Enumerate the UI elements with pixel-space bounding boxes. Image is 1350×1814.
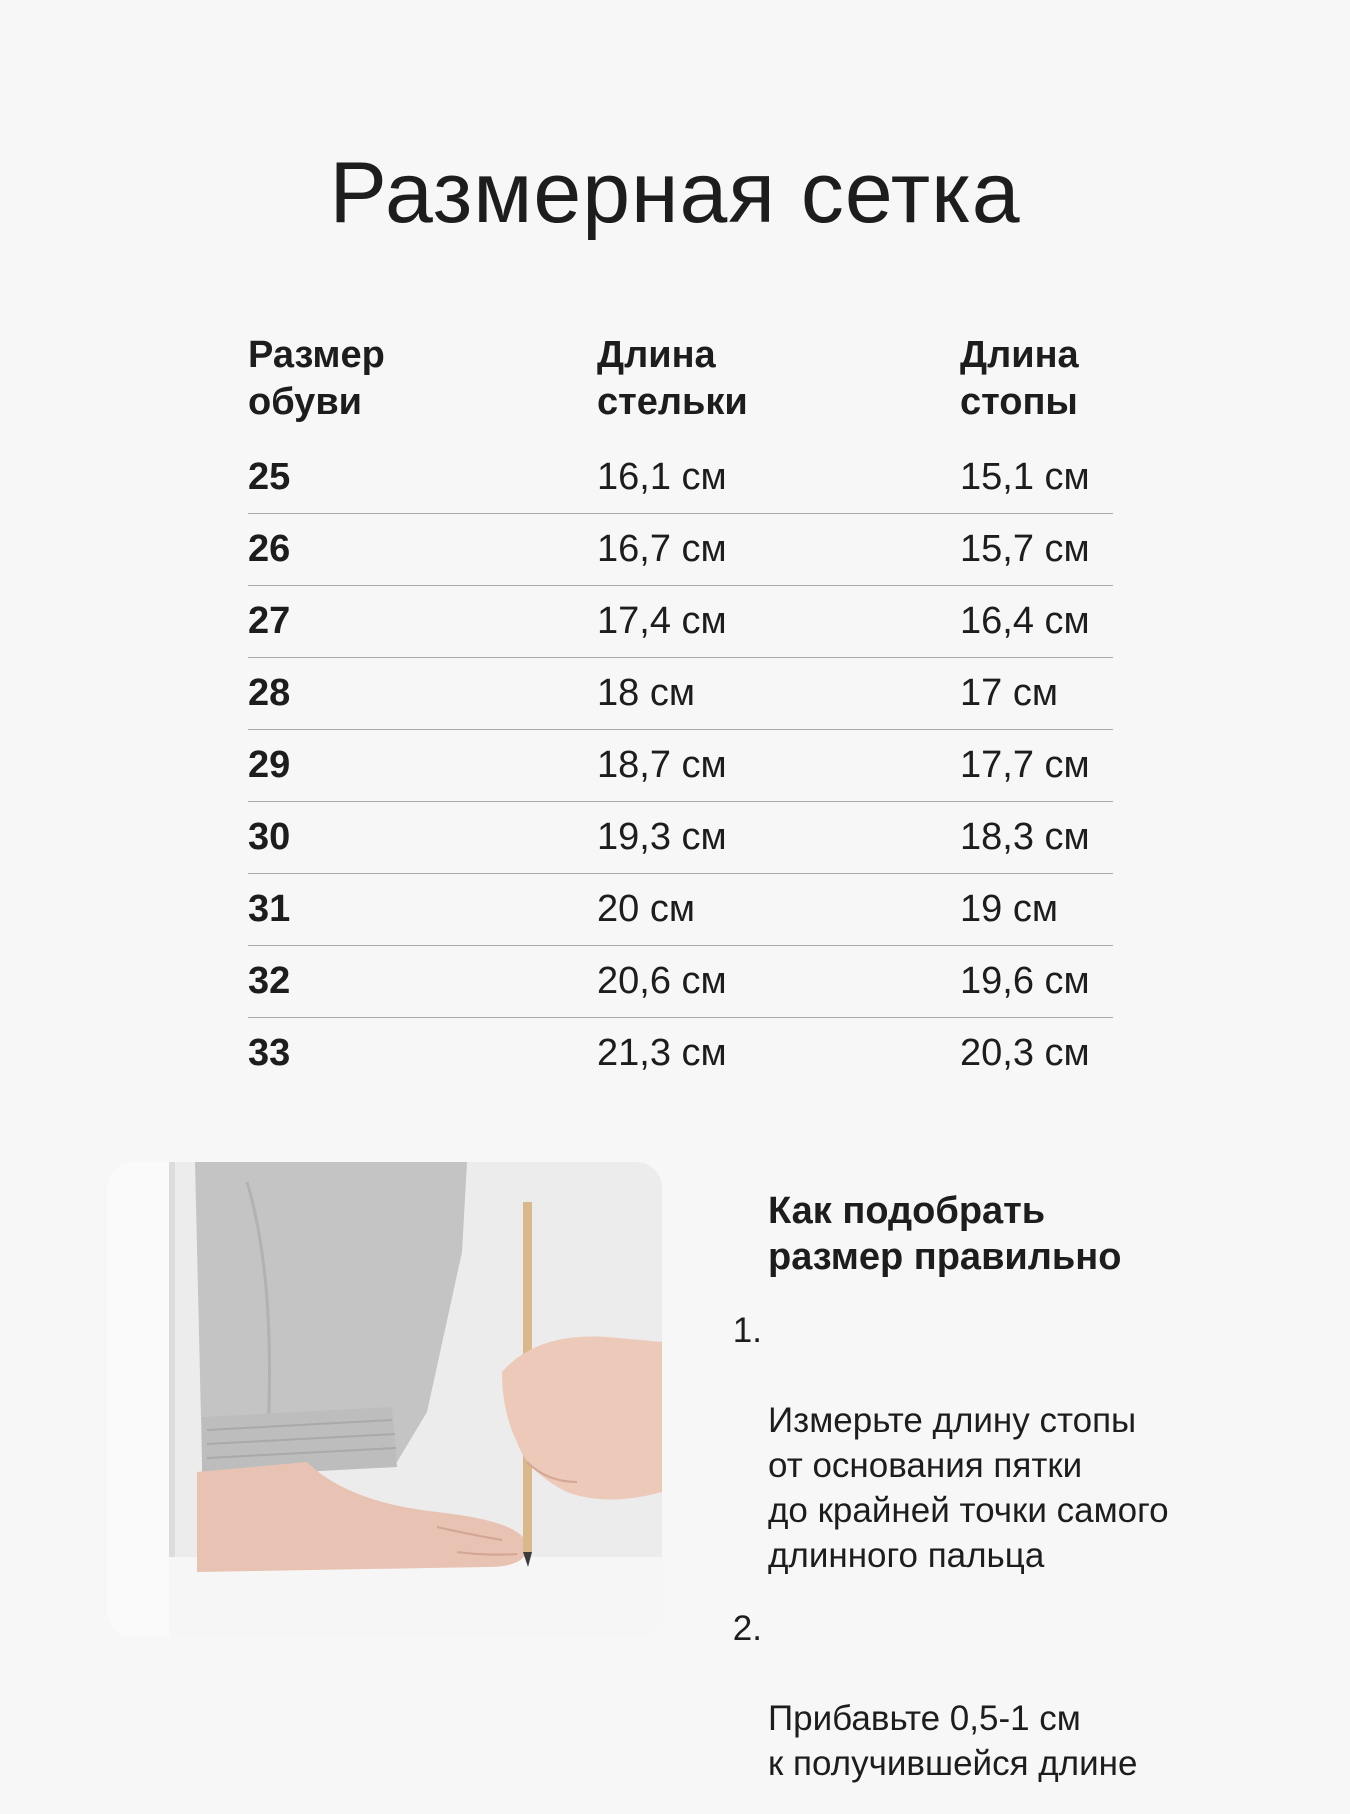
table-row: [248, 514, 1113, 586]
table-row: [248, 802, 1113, 874]
header-shoe-size: Размер обуви: [248, 334, 385, 423]
shoe-size-cell: 33: [248, 1032, 291, 1074]
instruction-step: [732, 1606, 1288, 1786]
shoe-size-cell: 31: [248, 888, 291, 930]
shoe-size-cell: 29: [248, 744, 291, 786]
foot-length-cell: 19,6 см: [960, 960, 1090, 1002]
header-foot-length: Длина стопы: [960, 334, 1079, 423]
step-number: 1.: [732, 1311, 762, 1350]
insole-length-cell: 17,4 см: [597, 600, 727, 642]
insole-length-cell: 16,1 см: [597, 456, 727, 498]
table-row: [248, 946, 1113, 1018]
table-row: [248, 658, 1113, 730]
size-table: [248, 332, 1113, 1089]
insole-length-cell: 20 см: [597, 888, 695, 930]
shoe-size-cell: 28: [248, 672, 291, 714]
foot-length-cell: 17,7 см: [960, 744, 1090, 786]
foot-length-cell: 17 см: [960, 672, 1058, 714]
insole-length-cell: 16,7 см: [597, 528, 727, 570]
insole-length-cell: 18,7 см: [597, 744, 727, 786]
foot-length-cell: 19 см: [960, 888, 1058, 930]
foot-length-cell: 16,4 см: [960, 600, 1090, 642]
shoe-size-cell: 30: [248, 816, 291, 858]
size-table-header: [248, 332, 1113, 442]
foot-length-cell: 15,1 см: [960, 456, 1090, 498]
instruction-list: [732, 1308, 1288, 1786]
step-text: Измерьте длину стопы от основания пятки до крайней точки самого длинного пальца: [768, 1401, 1169, 1575]
table-row: [248, 1018, 1113, 1089]
table-row: [248, 730, 1113, 802]
foot-length-cell: 20,3 см: [960, 1032, 1090, 1074]
table-row: [248, 586, 1113, 658]
shoe-size-cell: 32: [248, 960, 291, 1002]
header-insole-length: Длина стельки: [597, 334, 748, 423]
insole-length-cell: 18 см: [597, 672, 695, 714]
how-to-title: Как подобрать размер правильно: [768, 1190, 1122, 1278]
table-row: [248, 874, 1113, 946]
foot-length-cell: 18,3 см: [960, 816, 1090, 858]
instruction-step: [732, 1308, 1288, 1578]
page-title: Размерная сетка: [329, 145, 1021, 241]
step-text: Прибавьте 0,5-1 см к получившейся длине: [768, 1699, 1138, 1783]
foot-measuring-illustration: [107, 1162, 662, 1637]
foot-measuring-photo: [107, 1162, 662, 1637]
insole-length-cell: 19,3 см: [597, 816, 727, 858]
shoe-size-cell: 26: [248, 528, 291, 570]
step-number: 2.: [732, 1609, 762, 1648]
how-to-choose-size: [732, 1188, 1288, 1814]
insole-length-cell: 20,6 см: [597, 960, 727, 1002]
insole-length-cell: 21,3 см: [597, 1032, 727, 1074]
foot-length-cell: 15,7 см: [960, 528, 1090, 570]
size-table-body: [248, 442, 1113, 1089]
shoe-size-cell: 27: [248, 600, 291, 642]
shoe-size-cell: 25: [248, 456, 291, 498]
table-row: [248, 442, 1113, 514]
